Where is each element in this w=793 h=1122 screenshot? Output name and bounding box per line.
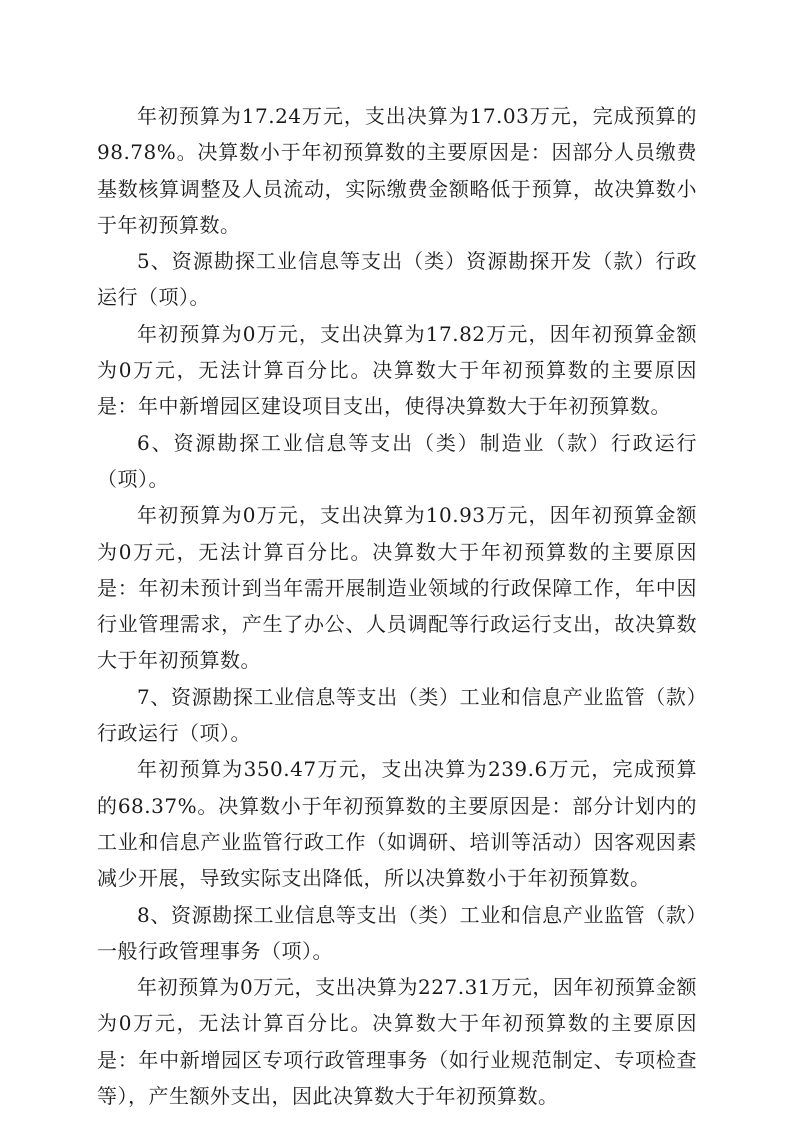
- paragraph-item-6-explanation: 年初预算为0万元，支出决算为10.93万元，因年初预算金额为0万元，无法计算百分比。决算数大于年初预算数的主要原因是：年初未预计到当年需开展制造业领域的行政保障工作，年中因行业管理需求，产生了办公、人员调配等行政运行支出，故决算数大于年初预算数。: [97, 503, 697, 673]
- item-heading-8-industry-it-supervision-general: 8、资源勘探工业信息等支出（类）工业和信息产业监管（款）一般行政管理事务（项）。: [97, 902, 697, 963]
- paragraph-item-5-explanation: 年初预算为0万元，支出决算为17.82万元，因年初预算金额为0万元，无法计算百分比。决算数大于年初预算数的主要原因是：年中新增园区建设项目支出，使得决算数大于年初预算数。: [97, 321, 697, 419]
- item-heading-5-resource-exploration-admin: 5、资源勘探工业信息等支出（类）资源勘探开发（款）行政运行（项）。: [97, 249, 697, 310]
- document-page: [97, 98, 697, 1114]
- paragraph-item-8-explanation: 年初预算为0万元，支出决算为227.31万元，因年初预算金额为0万元，无法计算百分比。决算数大于年初预算数的主要原因是：年中新增园区专项行政管理事务（如行业规范制定、专项检查等），产生额外支出，因此决算数大于年初预算数。: [97, 975, 697, 1109]
- paragraph-item-7-explanation: 年初预算为350.47万元，支出决算为239.6万元，完成预算的68.37%。决算数小于年初预算数的主要原因是：部分计划内的工业和信息产业监管行政工作（如调研、培训等活动）因客观因素减少开展，导致实际支出降低，所以决算数小于年初预算数。: [97, 757, 697, 891]
- item-heading-7-industry-it-supervision-admin: 7、资源勘探工业信息等支出（类）工业和信息产业监管（款）行政运行（项）。: [97, 684, 697, 746]
- paragraph-pension-budget: 年初预算为17.24万元，支出决算为17.03万元，完成预算的98.78%。决算数小于年初预算数的主要原因是：因部分人员缴费基数核算调整及人员流动，实际缴费金额略低于预算，故决算数小于年初预算数。: [97, 104, 697, 237]
- item-heading-6-manufacturing-admin: 6、资源勘探工业信息等支出（类）制造业（款）行政运行（项）。: [97, 430, 697, 491]
